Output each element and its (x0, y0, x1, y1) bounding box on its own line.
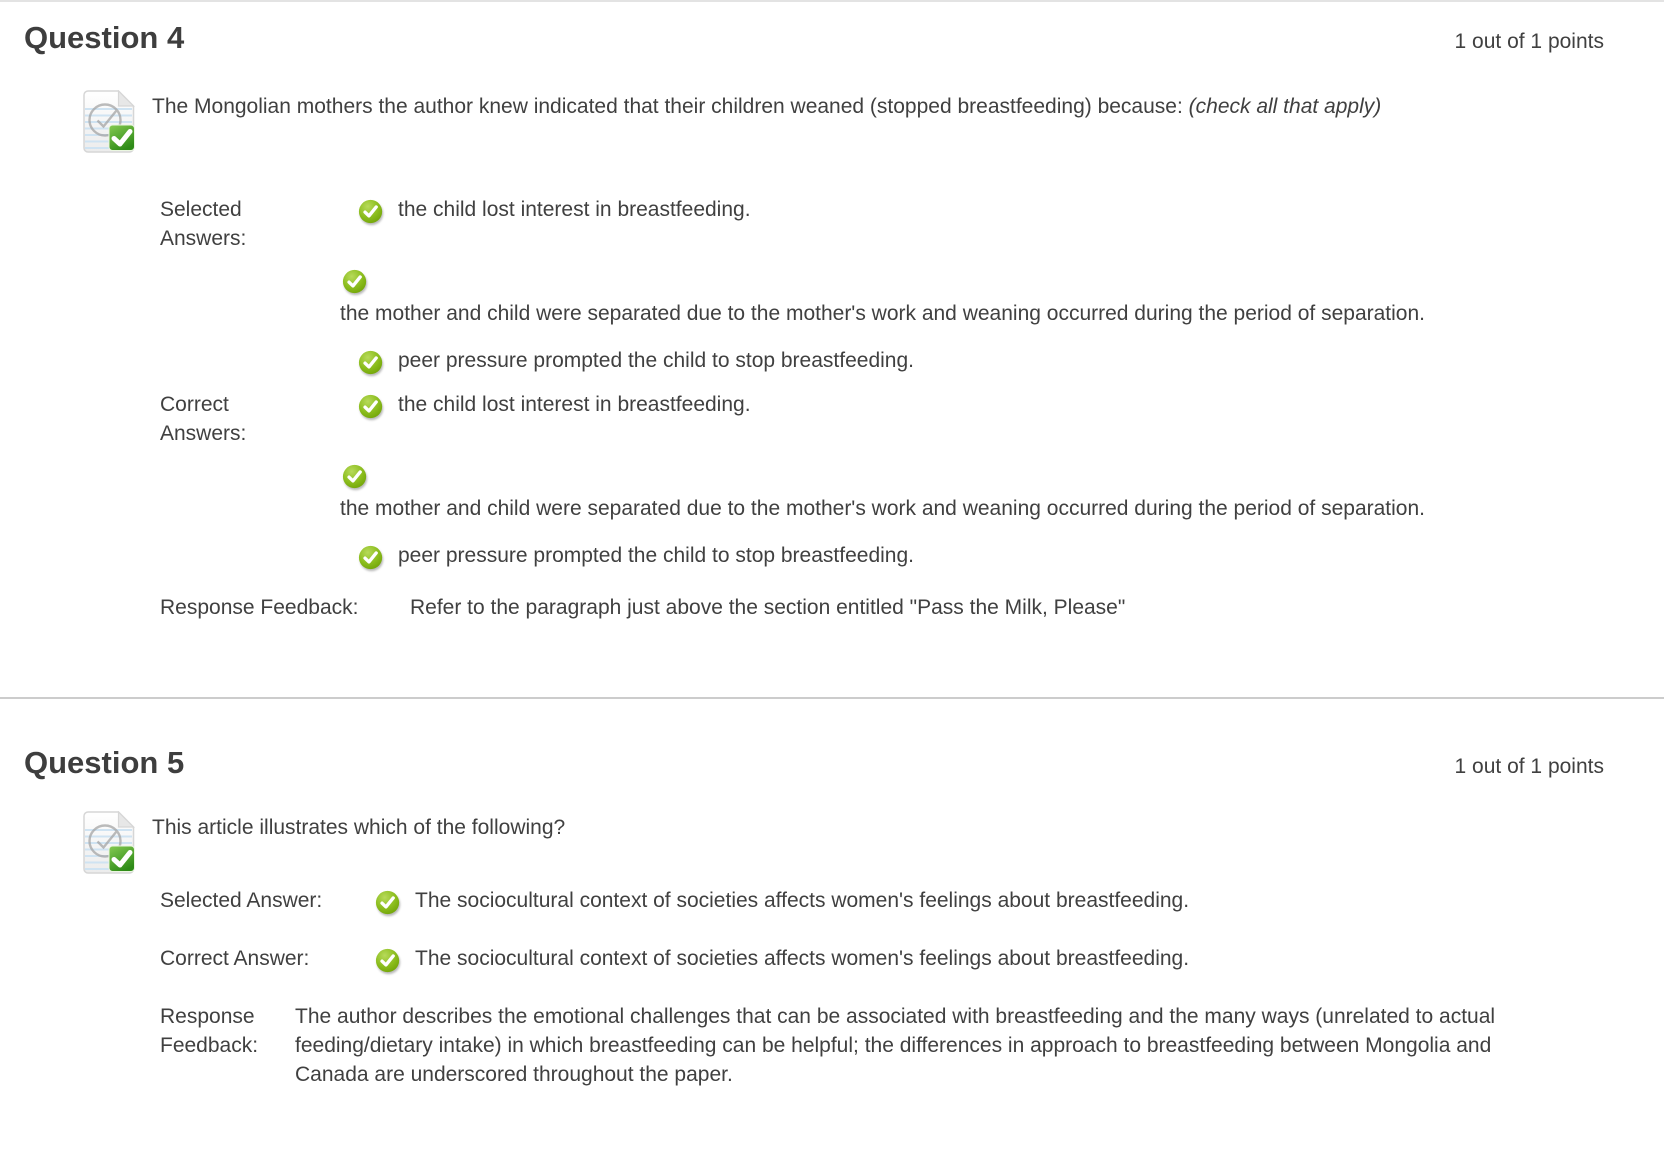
question-4-answers-area (160, 195, 1604, 622)
green-check-circle-icon (358, 199, 384, 225)
green-check-circle-icon (342, 464, 368, 490)
question-5-header (24, 699, 1604, 781)
response-feedback-label: Response Feedback: (160, 1005, 259, 1057)
correct-answers-label: Correct Answers: (160, 393, 247, 445)
question-4-header (24, 2, 1604, 56)
correct-answers-row (160, 390, 1604, 571)
response-feedback-text: Refer to the paragraph just above the section entitled "Pass the Milk, Please" (410, 596, 1126, 619)
question-5-body (80, 811, 1604, 874)
answer-item (340, 390, 1604, 420)
answer-text: the mother and child were separated due to the mother's work and weaning occurred during the period of separation. (340, 497, 1425, 520)
question-title: Question 4 (24, 20, 185, 55)
question-5-answers-area (160, 886, 1604, 1089)
question-5-block (0, 699, 1664, 1119)
selected-answer-label: Selected Answer: (160, 889, 323, 912)
answer-text: the mother and child were separated due to the mother's work and weaning occurred during the period of separation. (340, 302, 1425, 325)
answer-text: peer pressure prompted the child to stop breastfeeding. (398, 544, 914, 567)
response-feedback-label: Response Feedback: (160, 596, 359, 619)
question-title: Question 5 (24, 745, 185, 780)
answer-text: the child lost interest in breastfeeding. (398, 198, 751, 221)
selected-answers-label: Selected Answers: (160, 198, 247, 250)
answer-item (340, 269, 1604, 328)
response-feedback-row (160, 1002, 1604, 1089)
correct-answer-label: Correct Answer: (160, 947, 310, 970)
correct-answer-row (160, 944, 1604, 974)
answer-text: The sociocultural context of societies affects women's feelings about breastfeeding. (415, 889, 1190, 912)
answer-item (375, 944, 1189, 974)
answer-text: peer pressure prompted the child to stop breastfeeding. (398, 349, 914, 372)
response-feedback-row (160, 593, 1604, 622)
answer-item (340, 195, 1604, 225)
answer-item (375, 886, 1189, 916)
response-feedback-text: The author describes the emotional challenges that can be associated with breastfeeding and the many ways (unrelated to actual feeding/dietary intake) in which breastfeeding can be helpful; the differences in approach to breastfeeding between Mongolia and Canada are underscored throughout the paper. (295, 1005, 1496, 1086)
multiple-answer-question-icon (80, 90, 137, 153)
multiple-choice-question-icon (80, 811, 137, 874)
question-text (152, 811, 565, 874)
green-check-circle-icon (358, 350, 384, 376)
selected-answer-row (160, 886, 1604, 916)
green-check-circle-icon (342, 269, 368, 295)
question-points: 1 out of 1 points (1454, 755, 1604, 778)
green-check-circle-icon (358, 545, 384, 571)
answer-item (340, 346, 1604, 376)
answer-text: the child lost interest in breastfeeding. (398, 393, 751, 416)
question-points: 1 out of 1 points (1454, 30, 1604, 53)
green-check-circle-icon (375, 948, 401, 974)
answer-item (340, 464, 1604, 523)
selected-answers-list (340, 195, 1604, 376)
green-check-circle-icon (375, 890, 401, 916)
correct-answers-list (340, 390, 1604, 571)
green-check-circle-icon (358, 394, 384, 420)
question-4-block (0, 2, 1664, 697)
question-text (152, 90, 1381, 153)
question-text-main: This article illustrates which of the following? (152, 816, 566, 839)
selected-answers-row (160, 195, 1604, 376)
answer-item (340, 541, 1604, 571)
question-text-note: (check all that apply) (1188, 95, 1382, 118)
answer-text: The sociocultural context of societies affects women's feelings about breastfeeding. (415, 947, 1190, 970)
question-4-body (80, 90, 1604, 153)
question-text-main: The Mongolian mothers the author knew indicated that their children weaned (stopped breastfeeding) because: (152, 95, 1183, 118)
